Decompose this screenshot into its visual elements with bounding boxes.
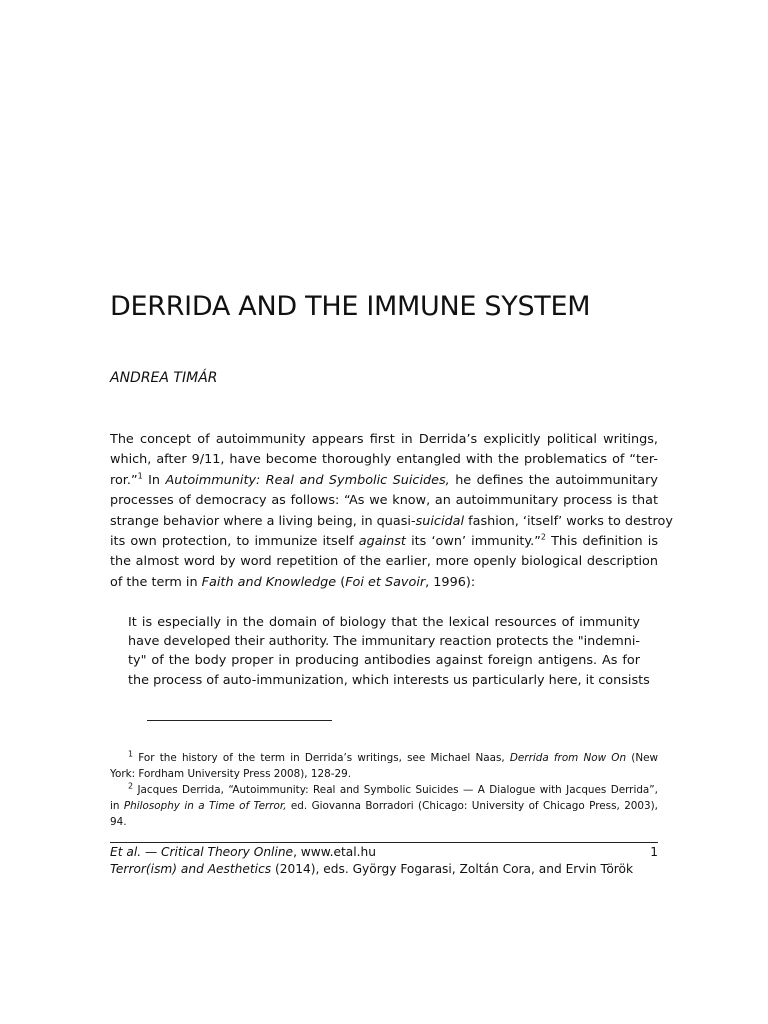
volume-editors: (2014), eds. György Fogarasi, Zoltán Cora, and Ervin Török (271, 862, 634, 876)
footnote-separator (147, 720, 332, 721)
footnote-1 (110, 750, 658, 766)
text-run: ror.” (110, 472, 138, 488)
footer-row-volume (110, 861, 658, 878)
body-line: processes of democracy as follows: “As we know, an autoimmunitary process is that (110, 493, 658, 509)
book-title: Derrida from Now On (509, 752, 627, 764)
emphasis: against (358, 534, 406, 550)
body-line: the almost word by word repetition of the earlier, more openly biological description (110, 554, 658, 570)
body-line (110, 573, 658, 593)
footnote-2-cont: 94. (110, 816, 127, 828)
book-title: Faith and Knowledge (201, 574, 337, 590)
quote-line: It is especially in the domain of biology that the lexical resources of immunity (128, 615, 640, 630)
footnote-ref-2[interactable]: 2 (540, 532, 546, 542)
footnote-2-cont (110, 798, 658, 814)
text-run: For the history of the term in Derrida’s writings, see Michael Naas, (133, 752, 510, 764)
quote-line: have developed their authority. The immunitary reaction protects the "indemni- (128, 634, 640, 650)
text-run: Jacques Derrida, “Autoimmunity: Real and Symbolic Suicides — A Dialogue with Jacques Derrida”, (133, 784, 658, 796)
body-paragraph (110, 430, 673, 593)
book-title: Autoimmunity: Real and Symbolic Suicides, (165, 472, 450, 488)
text-run: of the term in (110, 574, 202, 590)
footnote-2 (110, 782, 658, 798)
body-line (110, 512, 673, 532)
text-run: ( (336, 574, 346, 590)
footer-rule (110, 842, 658, 843)
book-title: Philosophy in a Time of Terror, (123, 800, 287, 812)
body-line: which, after 9/11, have become thoroughly entangled with the problematics of “ter- (110, 452, 658, 468)
journal-info (110, 844, 376, 861)
page-number: 1 (650, 845, 658, 859)
text-run: in (110, 800, 124, 812)
footnote-number: 2 (128, 781, 134, 791)
emphasis: suicidal (415, 513, 465, 529)
body-line (110, 532, 658, 552)
text-run: , 1996): (425, 574, 476, 590)
text-run: its ‘own’ immunity.” (405, 534, 541, 550)
journal-name: Et al. — Critical Theory Online (110, 845, 294, 859)
text-run: (New (626, 752, 658, 764)
quote-line: the process of auto-immunization, which interests us particularly here, it consists (128, 672, 650, 688)
journal-url[interactable]: , www.etal.hu (293, 845, 376, 859)
text-run: ed. Giovanna Borradori (Chicago: University of Chicago Press, 2003), (286, 800, 658, 812)
text-run: strange behavior where a living being, in quasi- (110, 513, 416, 529)
body-line: The concept of autoimmunity appears first in Derrida’s explicitly political writings, (110, 432, 658, 447)
article-title: DERRIDA AND THE IMMUNE SYSTEM (110, 291, 591, 322)
footnote-number: 1 (128, 749, 134, 759)
footer-row-journal (110, 844, 658, 861)
page-footer (110, 844, 658, 878)
block-quote (128, 613, 650, 690)
footnote-1-cont: York: Fordham University Press 2008), 128-29. (110, 768, 352, 780)
text-run: In (142, 472, 166, 488)
quote-line: ty" of the body proper in producing antibodies against foreign antigens. As for (128, 653, 640, 669)
text-run: its own protection, to immunize itself (110, 534, 359, 550)
footnote-ref-1[interactable]: 1 (137, 471, 143, 481)
book-title: Foi et Savoir (345, 574, 426, 590)
volume-title: Terror(ism) and Aesthetics (110, 862, 272, 876)
author-name: ANDREA TIMÁR (110, 370, 218, 386)
body-line (110, 471, 658, 491)
footnotes (110, 750, 658, 830)
text-run: This definition is (545, 534, 658, 550)
volume-info (110, 861, 633, 878)
text-run: he defines the autoimmunitary (449, 472, 658, 488)
text-run: fashion, ‘itself’ works to destroy (464, 513, 673, 529)
